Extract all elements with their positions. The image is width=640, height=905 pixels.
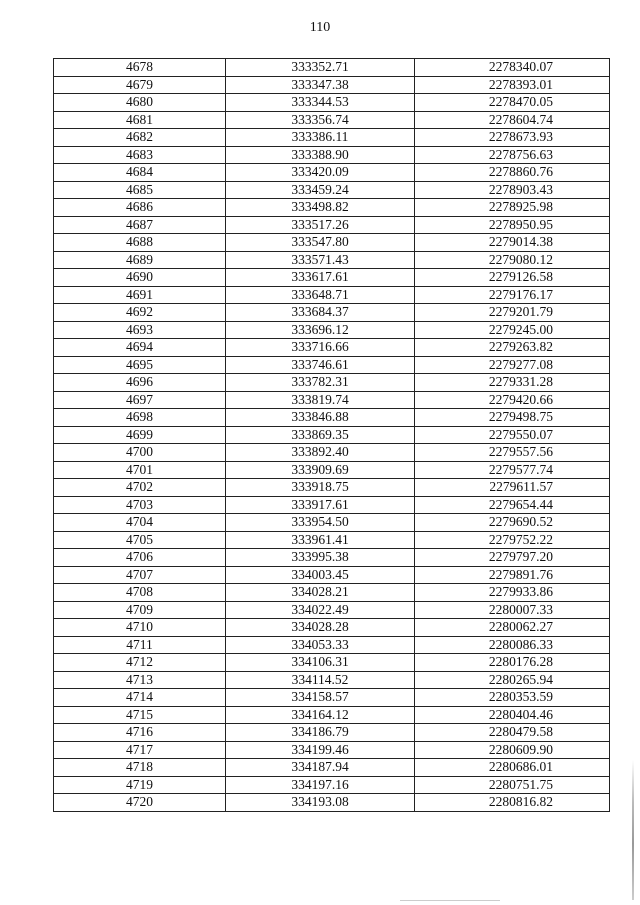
y-coordinate-cell: 2280479.58 [415, 724, 610, 742]
table-row [54, 601, 610, 619]
point-number-cell: 4695 [54, 356, 226, 374]
point-number-cell: 4683 [54, 146, 226, 164]
x-coordinate-cell: 334106.31 [226, 654, 415, 672]
x-coordinate-cell: 334028.28 [226, 619, 415, 637]
x-coordinate-cell: 333547.80 [226, 234, 415, 252]
point-number-cell: 4688 [54, 234, 226, 252]
scan-bottom-mark [400, 900, 500, 901]
y-coordinate-cell: 2278340.07 [415, 59, 610, 77]
table-row [54, 181, 610, 199]
y-coordinate-cell: 2278604.74 [415, 111, 610, 129]
point-number-cell: 4712 [54, 654, 226, 672]
x-coordinate-cell: 333746.61 [226, 356, 415, 374]
x-coordinate-cell: 333648.71 [226, 286, 415, 304]
point-number-cell: 4714 [54, 689, 226, 707]
x-coordinate-cell: 333352.71 [226, 59, 415, 77]
table-row [54, 339, 610, 357]
point-number-cell: 4691 [54, 286, 226, 304]
x-coordinate-cell: 334053.33 [226, 636, 415, 654]
point-number-cell: 4687 [54, 216, 226, 234]
y-coordinate-cell: 2279611.57 [415, 479, 610, 497]
x-coordinate-cell: 334197.16 [226, 776, 415, 794]
point-number-cell: 4689 [54, 251, 226, 269]
page-number: 110 [309, 20, 331, 35]
x-coordinate-cell: 334003.45 [226, 566, 415, 584]
table-row [54, 216, 610, 234]
x-coordinate-cell: 333420.09 [226, 164, 415, 182]
point-number-cell: 4698 [54, 409, 226, 427]
table-row [54, 741, 610, 759]
table-row [54, 76, 610, 94]
y-coordinate-cell: 2280086.33 [415, 636, 610, 654]
x-coordinate-cell: 334187.94 [226, 759, 415, 777]
point-number-cell: 4706 [54, 549, 226, 567]
y-coordinate-cell: 2279891.76 [415, 566, 610, 584]
point-number-cell: 4700 [54, 444, 226, 462]
point-number-cell: 4717 [54, 741, 226, 759]
table-row [54, 584, 610, 602]
point-number-cell: 4720 [54, 794, 226, 812]
y-coordinate-cell: 2279176.17 [415, 286, 610, 304]
point-number-cell: 4699 [54, 426, 226, 444]
x-coordinate-cell: 333459.24 [226, 181, 415, 199]
y-coordinate-cell: 2278470.05 [415, 94, 610, 112]
y-coordinate-cell: 2279201.79 [415, 304, 610, 322]
x-coordinate-cell: 334158.57 [226, 689, 415, 707]
x-coordinate-cell: 333684.37 [226, 304, 415, 322]
y-coordinate-cell: 2279690.52 [415, 514, 610, 532]
y-coordinate-cell: 2280404.46 [415, 706, 610, 724]
y-coordinate-cell: 2279654.44 [415, 496, 610, 514]
point-number-cell: 4682 [54, 129, 226, 147]
y-coordinate-cell: 2278950.95 [415, 216, 610, 234]
point-number-cell: 4678 [54, 59, 226, 77]
table-row [54, 654, 610, 672]
x-coordinate-cell: 333909.69 [226, 461, 415, 479]
table-row [54, 444, 610, 462]
x-coordinate-cell: 333517.26 [226, 216, 415, 234]
table-row [54, 724, 610, 742]
point-number-cell: 4685 [54, 181, 226, 199]
x-coordinate-cell: 334186.79 [226, 724, 415, 742]
table-row [54, 514, 610, 532]
point-number-cell: 4684 [54, 164, 226, 182]
x-coordinate-cell: 333954.50 [226, 514, 415, 532]
y-coordinate-cell: 2279245.00 [415, 321, 610, 339]
y-coordinate-cell: 2280609.90 [415, 741, 610, 759]
y-coordinate-cell: 2279498.75 [415, 409, 610, 427]
point-number-cell: 4697 [54, 391, 226, 409]
y-coordinate-cell: 2279420.66 [415, 391, 610, 409]
y-coordinate-cell: 2278903.43 [415, 181, 610, 199]
y-coordinate-cell: 2278673.93 [415, 129, 610, 147]
y-coordinate-cell: 2280816.82 [415, 794, 610, 812]
x-coordinate-cell: 333917.61 [226, 496, 415, 514]
y-coordinate-cell: 2279577.74 [415, 461, 610, 479]
coordinates-table [53, 58, 610, 812]
x-coordinate-cell: 334193.08 [226, 794, 415, 812]
point-number-cell: 4713 [54, 671, 226, 689]
x-coordinate-cell: 333869.35 [226, 426, 415, 444]
point-number-cell: 4686 [54, 199, 226, 217]
y-coordinate-cell: 2279126.58 [415, 269, 610, 287]
x-coordinate-cell: 334199.46 [226, 741, 415, 759]
point-number-cell: 4692 [54, 304, 226, 322]
point-number-cell: 4719 [54, 776, 226, 794]
x-coordinate-cell: 333386.11 [226, 129, 415, 147]
table-row [54, 794, 610, 812]
x-coordinate-cell: 333388.90 [226, 146, 415, 164]
table-row [54, 391, 610, 409]
x-coordinate-cell: 333344.53 [226, 94, 415, 112]
y-coordinate-cell: 2279277.08 [415, 356, 610, 374]
point-number-cell: 4703 [54, 496, 226, 514]
table-row [54, 409, 610, 427]
y-coordinate-cell: 2279933.86 [415, 584, 610, 602]
table-row [54, 531, 610, 549]
x-coordinate-cell: 333356.74 [226, 111, 415, 129]
x-coordinate-cell: 334028.21 [226, 584, 415, 602]
point-number-cell: 4704 [54, 514, 226, 532]
x-coordinate-cell: 334114.52 [226, 671, 415, 689]
point-number-cell: 4690 [54, 269, 226, 287]
y-coordinate-cell: 2279331.28 [415, 374, 610, 392]
table-row [54, 426, 610, 444]
table-row [54, 479, 610, 497]
table-row [54, 129, 610, 147]
x-coordinate-cell: 333347.38 [226, 76, 415, 94]
coordinates-table-body [54, 59, 610, 812]
y-coordinate-cell: 2279263.82 [415, 339, 610, 357]
table-row [54, 706, 610, 724]
x-coordinate-cell: 333995.38 [226, 549, 415, 567]
x-coordinate-cell: 333498.82 [226, 199, 415, 217]
y-coordinate-cell: 2280353.59 [415, 689, 610, 707]
x-coordinate-cell: 333716.66 [226, 339, 415, 357]
table-row [54, 94, 610, 112]
x-coordinate-cell: 333819.74 [226, 391, 415, 409]
point-number-cell: 4702 [54, 479, 226, 497]
y-coordinate-cell: 2279752.22 [415, 531, 610, 549]
point-number-cell: 4701 [54, 461, 226, 479]
table-row [54, 111, 610, 129]
point-number-cell: 4680 [54, 94, 226, 112]
y-coordinate-cell: 2279014.38 [415, 234, 610, 252]
point-number-cell: 4696 [54, 374, 226, 392]
x-coordinate-cell: 333892.40 [226, 444, 415, 462]
x-coordinate-cell: 333846.88 [226, 409, 415, 427]
point-number-cell: 4708 [54, 584, 226, 602]
y-coordinate-cell: 2280265.94 [415, 671, 610, 689]
table-row [54, 199, 610, 217]
y-coordinate-cell: 2280176.28 [415, 654, 610, 672]
x-coordinate-cell: 334022.49 [226, 601, 415, 619]
table-row [54, 689, 610, 707]
x-coordinate-cell: 333571.43 [226, 251, 415, 269]
table-row [54, 286, 610, 304]
x-coordinate-cell: 333617.61 [226, 269, 415, 287]
point-number-cell: 4693 [54, 321, 226, 339]
y-coordinate-cell: 2279557.56 [415, 444, 610, 462]
y-coordinate-cell: 2279550.07 [415, 426, 610, 444]
table-row [54, 566, 610, 584]
y-coordinate-cell: 2280007.33 [415, 601, 610, 619]
point-number-cell: 4718 [54, 759, 226, 777]
x-coordinate-cell: 333696.12 [226, 321, 415, 339]
x-coordinate-cell: 333918.75 [226, 479, 415, 497]
point-number-cell: 4707 [54, 566, 226, 584]
y-coordinate-cell: 2278756.63 [415, 146, 610, 164]
y-coordinate-cell: 2279797.20 [415, 549, 610, 567]
y-coordinate-cell: 2280751.75 [415, 776, 610, 794]
table-row [54, 759, 610, 777]
point-number-cell: 4709 [54, 601, 226, 619]
table-row [54, 164, 610, 182]
point-number-cell: 4694 [54, 339, 226, 357]
table-row [54, 619, 610, 637]
table-row [54, 234, 610, 252]
table-row [54, 146, 610, 164]
table-row [54, 321, 610, 339]
table-row [54, 636, 610, 654]
table-row [54, 671, 610, 689]
table-row [54, 461, 610, 479]
table-row [54, 304, 610, 322]
y-coordinate-cell: 2280686.01 [415, 759, 610, 777]
point-number-cell: 4679 [54, 76, 226, 94]
y-coordinate-cell: 2279080.12 [415, 251, 610, 269]
point-number-cell: 4710 [54, 619, 226, 637]
table-row [54, 356, 610, 374]
table-row [54, 269, 610, 287]
x-coordinate-cell: 333961.41 [226, 531, 415, 549]
table-row [54, 776, 610, 794]
table-row [54, 496, 610, 514]
y-coordinate-cell: 2278925.98 [415, 199, 610, 217]
point-number-cell: 4716 [54, 724, 226, 742]
y-coordinate-cell: 2280062.27 [415, 619, 610, 637]
point-number-cell: 4715 [54, 706, 226, 724]
point-number-cell: 4711 [54, 636, 226, 654]
y-coordinate-cell: 2278860.76 [415, 164, 610, 182]
x-coordinate-cell: 333782.31 [226, 374, 415, 392]
y-coordinate-cell: 2278393.01 [415, 76, 610, 94]
point-number-cell: 4681 [54, 111, 226, 129]
scan-edge-mark [632, 760, 634, 900]
table-row [54, 374, 610, 392]
table-row [54, 59, 610, 77]
x-coordinate-cell: 334164.12 [226, 706, 415, 724]
point-number-cell: 4705 [54, 531, 226, 549]
table-row [54, 549, 610, 567]
table-row [54, 251, 610, 269]
